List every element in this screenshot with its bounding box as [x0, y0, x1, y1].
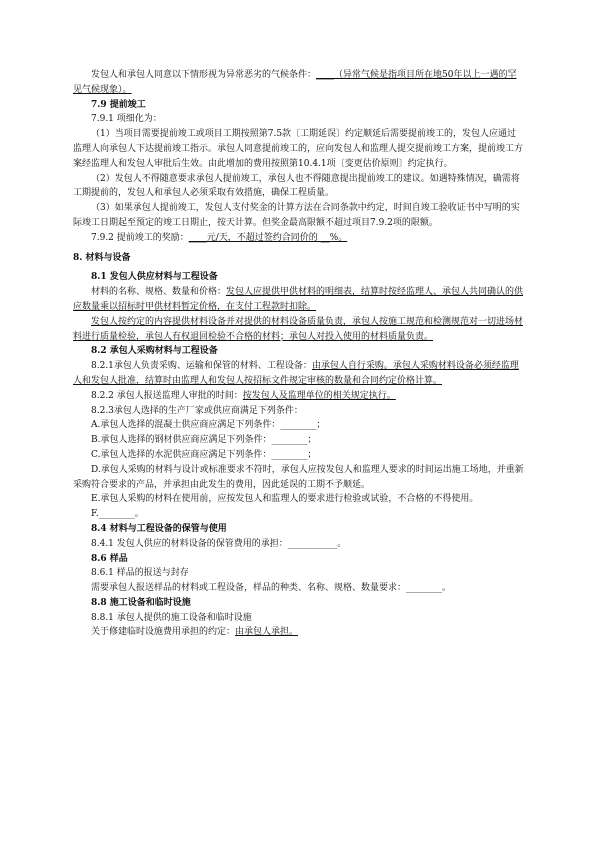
clause-8-6-1-detail: 需要承包人报送样品的材料或工程设备，样品的种类、名称、规格、数量要求：________。 [91, 583, 452, 594]
contract-body [73, 68, 525, 640]
section-8-4-heading: 8.4 材料与工程设备的保管与使用 [91, 523, 227, 534]
section-8-6-heading: 8.6 样品 [91, 553, 128, 564]
clause-8-2-2-fill: 按发包人及监理单位的相关规定执行。 [242, 390, 396, 401]
clause-7-9-1-item-3: （3）如果承包人提前竣工，发包人支付奖金的计算方法在合同条款中约定，时间自竣工验收证书中写明的实际竣工日期起至预定的竣工日期止，按天计算。但奖金最高限额不超过项目7.9.2项的限额。 [73, 203, 520, 228]
clause-7-9-1: 7.9.1 项细化为： [91, 114, 162, 125]
clause-8-6-1: 8.6.1 样品的报送与封存 [91, 568, 189, 579]
clause-7-9-2-fill: ____元/天，不超过签约合同价的 __%。 [188, 232, 348, 243]
clause-7-9-1-item-1: （1）当项目需要提前竣工或项目工期按照第7.5款〔工期延误〕约定顺延后需要提前竣工的，发包人应通过监理人向承包人下达提前竣工指示。承包人同意提前竣工的，应向发包人和监理人提交提前竣工方案，提前竣工方案经监理人和发包人审批后生效。由此增加的费用按照第10.4.1项〔变更估价原则〕约定执行。 [73, 129, 524, 169]
clause-8-2-3: 8.2.3承包人选择的生产厂家或供应商满足下列条件： [91, 405, 303, 416]
weather-clause [73, 68, 525, 98]
section-8-2-heading: 8.2 承包人采购材料与工程设备 [91, 346, 218, 357]
section-7-9-heading: 7.9 提前竣工 [91, 99, 146, 110]
clause-8-2-2 [73, 389, 525, 404]
clause-8-2-3-c: C.承包人选择的水泥供应商应满足下列条件：________； [91, 449, 317, 460]
clause-8-4-1: 8.4.1 发包人供应的材料设备的保管费用的承担：___________。 [91, 538, 347, 549]
clause-8-2-1-fill: 由承包人自行采购。承包人采购材料设备必须经监理人和发包人批准，结算时由监理人和发包人按招标文件规定审核的数量和合同约定价格计算。 [73, 361, 519, 386]
clause-7-9-2 [73, 231, 525, 246]
clause-8-8-1-label: 关于修建临时设施费用承担的约定： [91, 627, 236, 638]
clause-8-8-1-fill: 由承包人承担。 [235, 627, 299, 638]
clause-8-1-quality: 发包人按约定的内容提供材料设备并对提供的材料设备质量负责，承包人按施工规范和检测规范对一切进场材料进行质量检验，承包人有权退回检验不合格的材料；承包人对投入使用的材料质量负责。 [73, 316, 524, 342]
clause-8-2-3-e: E.承包人采购的材料在使用前，应按发包人和监理人的要求进行检验或试验，不合格的不得使用。 [91, 494, 479, 505]
section-8-8-heading: 8.8 施工设备和临时设施 [91, 597, 191, 608]
clause-8-8-1-detail [73, 625, 525, 640]
section-8-heading: 8. 材料与设备 [73, 252, 131, 263]
weather-clause-fill: ____（异常气候是指项目所在地50年以上一遇的罕见气候现象）。 [73, 70, 517, 95]
clause-8-1-materials [73, 285, 525, 315]
clause-8-1-label: 材料的名称、规格、数量和价格： [91, 287, 227, 298]
clause-8-2-1 [73, 359, 525, 389]
clause-8-2-3-b: B.承包人选择的钢材供应商应满足下列条件：________； [91, 435, 317, 446]
clause-7-9-1-item-2: （2）发包人不得随意要求承包人提前竣工，承包人也不得随意提出提前竣工的建议。如遇特殊情况，确需将工期提前的，发包人和承包人必须采取有效措施，确保工程质量。 [73, 173, 520, 199]
clause-8-2-3-f: F.________。 [91, 509, 144, 520]
clause-8-8-1: 8.8.1 承包人提供的施工设备和临时设施 [91, 612, 252, 623]
clause-8-2-1-label: 8.2.1承包人负责采购、运输和保管的材料、工程设备： [91, 361, 312, 372]
clause-8-1-fill: 发包人应提供甲供材料的明细表，结算时按经监理人、承包人共同确认的供应数量乘以招标时甲供材料暂定价格，在支付工程款时扣除。 [73, 287, 524, 312]
clause-8-2-2-label: 8.2.2 承包人报送监理人审批的时间： [91, 390, 243, 401]
clause-7-9-2-label: 7.9.2 提前竣工的奖励： [91, 232, 189, 243]
weather-clause-label: 发包人和承包人同意以下情形视为异常恶劣的气候条件： [91, 70, 317, 80]
clause-8-2-3-d: D.承包人采购的材料与设计或标准要求不符时，承包人应按发包人和监理人要求的时间运出施工场地，并重新采购符合要求的产品，并承担由此发生的费用，因此延误的工期不予顺延。 [73, 464, 524, 490]
clause-8-2-3-a: A.承包人选择的混凝土供应商应满足下列条件：________； [91, 420, 326, 431]
section-8-1-heading: 8.1 发包人供应材料与工程设备 [91, 272, 218, 283]
